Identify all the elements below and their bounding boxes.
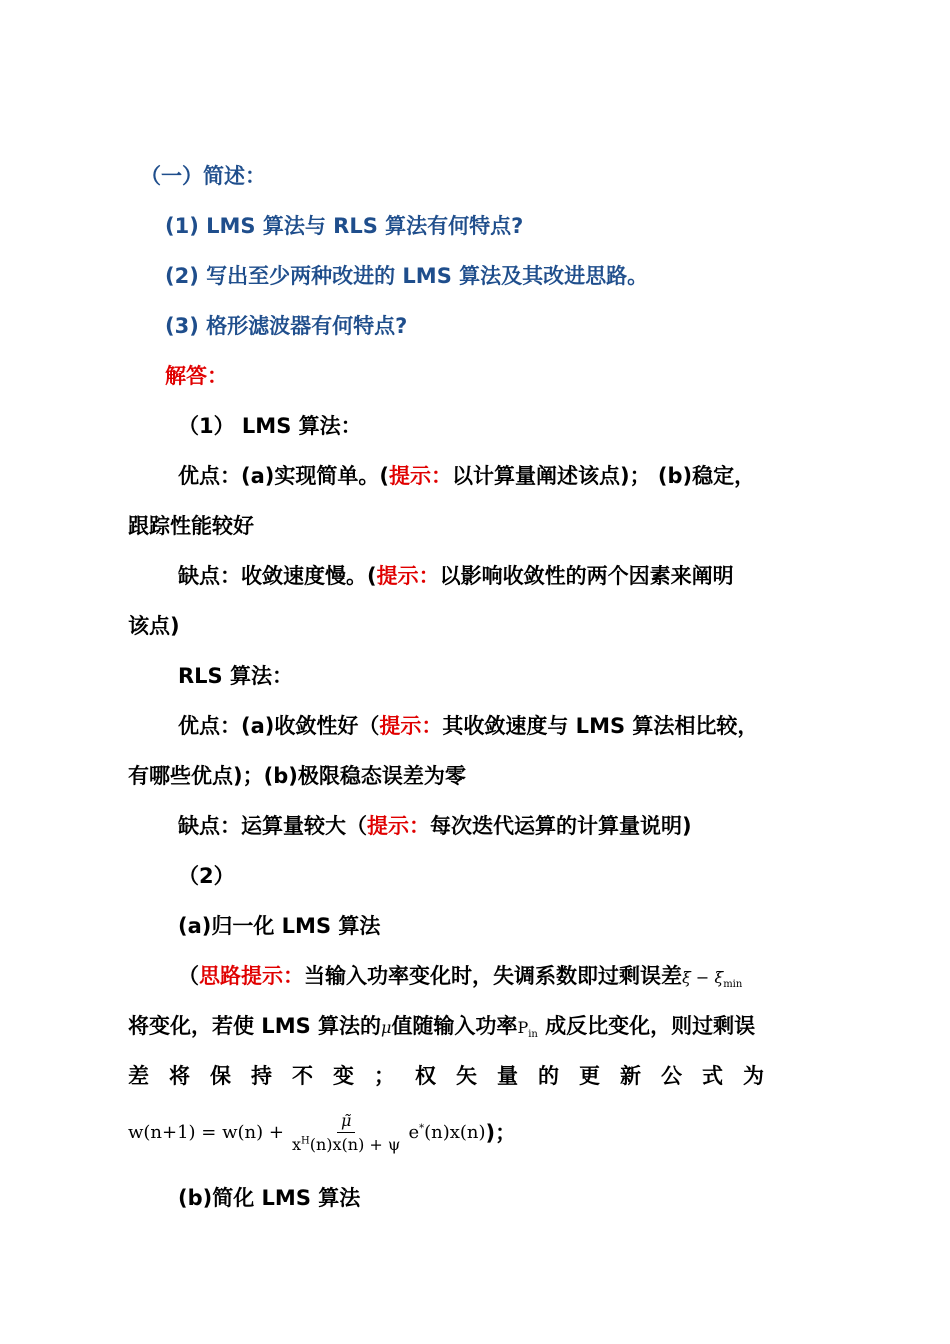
hint-label: 提示： [376, 564, 440, 588]
part2-a-title: (a)归一化 LMS 算法 [178, 914, 381, 938]
nlms-idea [178, 961, 872, 1000]
answer-label: 解答： [165, 364, 228, 388]
part2-heading: （2） [178, 864, 235, 888]
nlms-update-formula [128, 1102, 516, 1162]
question-2: (2) 写出至少两种改进的 LMS 算法及其改进思路。 [165, 264, 649, 288]
xi-expression: $\xi - \xi_{min}$ [682, 968, 743, 990]
lms-dis-hint: 以影响收敛性的两个因素来阐明 [439, 564, 734, 588]
idea-text: 当输入功率变化时，失调系数即过剩误差 [304, 964, 682, 988]
idea-open: （ [178, 964, 199, 988]
formula-lhs: w(n+1) = w(n) + [128, 1121, 284, 1143]
nlms-line2 [128, 1011, 822, 1050]
line2-a: 将变化，若使 LMS 算法的 [128, 1014, 382, 1038]
rls-adv-prefix: 优点：(a)收敛性好（ [178, 714, 380, 738]
rls-dis-prefix: 缺点：运算量较大（ [178, 814, 367, 838]
question-3: (3) 格形滤波器有何特点? [165, 314, 408, 338]
lms-disadvantage [178, 561, 872, 591]
lms-advantage [178, 461, 872, 491]
rls-advantage [178, 711, 872, 741]
lms-dis-prefix: 缺点：收敛速度慢。( [178, 564, 377, 588]
mu-symbol: μ [381, 1018, 392, 1037]
part2-b-title: (b)简化 LMS 算法 [178, 1186, 361, 1210]
lms-advantage-cont: 跟踪性能较好 [128, 514, 254, 538]
line2-b: 值随输入功率 [391, 1014, 518, 1038]
line2-c: 成反比变化，则过剩误 [537, 1014, 756, 1038]
formula-close: )； [485, 1121, 517, 1145]
lms-adv-prefix: 优点：(a)实现简单。( [178, 464, 389, 488]
idea-label: 思路提示： [199, 964, 304, 988]
hint-label: 提示： [388, 464, 452, 488]
section-title: （一）简述： [140, 164, 266, 188]
hint-label: 提示： [379, 714, 443, 738]
formula-error-term: e*(n)x(n) [408, 1121, 486, 1143]
part1-heading: （1） LMS 算法： [178, 414, 362, 438]
formula-denominator: $x^H(n)x(n) + \psi$ [291, 1134, 401, 1154]
rls-dis-hint: 每次迭代运算的计算量说明) [430, 814, 692, 838]
rls-advantage-cont: 有哪些优点)；(b)极限稳态误差为零 [128, 764, 466, 788]
lms-adv-hint: 以计算量阐述该点)； (b)稳定， [451, 464, 756, 488]
formula-fraction [288, 1111, 405, 1154]
question-1: (1) LMS 算法与 RLS 算法有何特点? [165, 214, 524, 238]
formula-numerator: μ̃ [337, 1111, 355, 1133]
lms-disadvantage-cont: 该点) [128, 614, 180, 638]
rls-heading: RLS 算法： [178, 664, 293, 688]
pin-symbol: $P_{in}$ [517, 1018, 538, 1040]
hint-label: 提示： [367, 814, 430, 838]
rls-disadvantage [178, 811, 872, 841]
nlms-line3: 差将保持不变；权矢量的更新公式为 [128, 1064, 784, 1088]
rls-adv-hint: 其收敛速度与 LMS 算法相比较， [442, 714, 759, 738]
